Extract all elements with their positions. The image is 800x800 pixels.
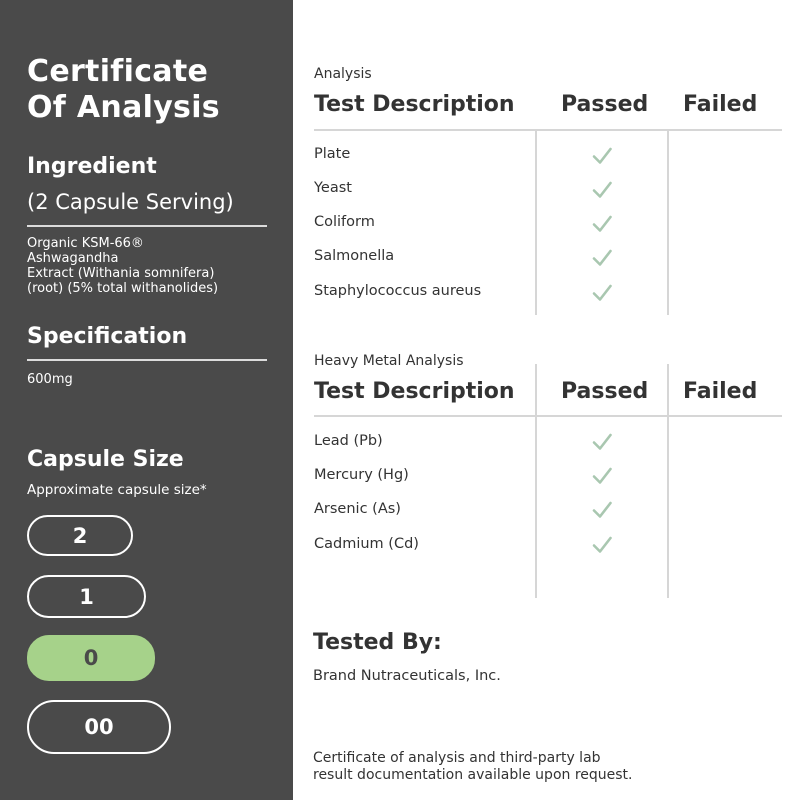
ingredient-description	[27, 236, 282, 296]
tested-by-value: Brand Nutraceuticals, Inc.	[313, 668, 501, 684]
capsule-size-subtitle: Approximate capsule size*	[27, 482, 207, 498]
heavy-metal-header-divider-1	[535, 364, 537, 416]
footnote-line-1: Certificate of analysis and third-party lab	[313, 750, 601, 766]
ingredient-heading: Ingredient	[27, 154, 157, 179]
ingredient-line-2: Ashwagandha	[27, 251, 119, 266]
heavy-metal-col-passed: Passed	[561, 379, 649, 404]
analysis-col-failed: Failed	[683, 92, 758, 117]
check-icon	[591, 179, 613, 201]
check-icon	[591, 213, 613, 235]
title-line-2: Of Analysis	[27, 90, 220, 125]
analysis-section-label: Analysis	[314, 66, 372, 82]
heavy-metal-column-divider-2	[667, 415, 669, 598]
check-icon	[591, 431, 613, 453]
capsule-size-00-button[interactable]: 00	[27, 700, 171, 754]
heavy-metal-col-failed: Failed	[683, 379, 758, 404]
footnote	[313, 750, 733, 784]
certificate-title	[27, 54, 220, 126]
analysis-row-label: Coliform	[314, 214, 375, 230]
analysis-column-divider-2	[667, 129, 669, 315]
heavy-metal-col-description: Test Description	[314, 379, 515, 404]
right-panel	[293, 0, 800, 800]
specification-heading: Specification	[27, 324, 188, 349]
ingredient-line-4: (root) (5% total withanolides)	[27, 281, 219, 296]
check-icon	[591, 534, 613, 556]
check-icon	[591, 499, 613, 521]
heavy-metal-row-label: Mercury (Hg)	[314, 467, 409, 483]
analysis-row-label: Plate	[314, 146, 351, 162]
analysis-column-divider-1	[535, 129, 537, 315]
check-icon	[591, 247, 613, 269]
ingredient-divider	[27, 225, 267, 227]
left-panel	[0, 0, 293, 800]
capsule-size-heading: Capsule Size	[27, 447, 184, 472]
analysis-col-passed: Passed	[561, 92, 649, 117]
analysis-row-label: Yeast	[314, 180, 352, 196]
analysis-col-description: Test Description	[314, 92, 515, 117]
heavy-metal-section-label: Heavy Metal Analysis	[314, 353, 464, 369]
tested-by-heading: Tested By:	[313, 630, 442, 655]
specification-divider	[27, 359, 267, 361]
ingredient-line-3: Extract (Withania somnifera)	[27, 266, 215, 281]
ingredient-line-1: Organic KSM-66®	[27, 236, 144, 251]
check-icon	[591, 282, 613, 304]
check-icon	[591, 145, 613, 167]
check-icon	[591, 465, 613, 487]
ingredient-serving: (2 Capsule Serving)	[27, 190, 234, 214]
footnote-line-2: result documentation available upon request.	[313, 767, 633, 783]
capsule-size-1-button[interactable]: 1	[27, 575, 146, 618]
capsule-size-0-button[interactable]: 0	[27, 635, 155, 681]
analysis-row-label: Staphylococcus aureus	[314, 283, 482, 299]
analysis-header-divider	[314, 129, 782, 131]
title-line-1: Certificate	[27, 54, 209, 89]
capsule-size-2-button[interactable]: 2	[27, 515, 133, 556]
heavy-metal-column-divider-1	[535, 415, 537, 598]
analysis-row-label: Salmonella	[314, 248, 395, 264]
heavy-metal-header-divider	[314, 415, 782, 417]
heavy-metal-row-label: Cadmium (Cd)	[314, 536, 419, 552]
heavy-metal-row-label: Lead (Pb)	[314, 433, 383, 449]
heavy-metal-row-label: Arsenic (As)	[314, 501, 401, 517]
specification-value: 600mg	[27, 372, 73, 387]
heavy-metal-header-divider-2	[667, 364, 669, 416]
